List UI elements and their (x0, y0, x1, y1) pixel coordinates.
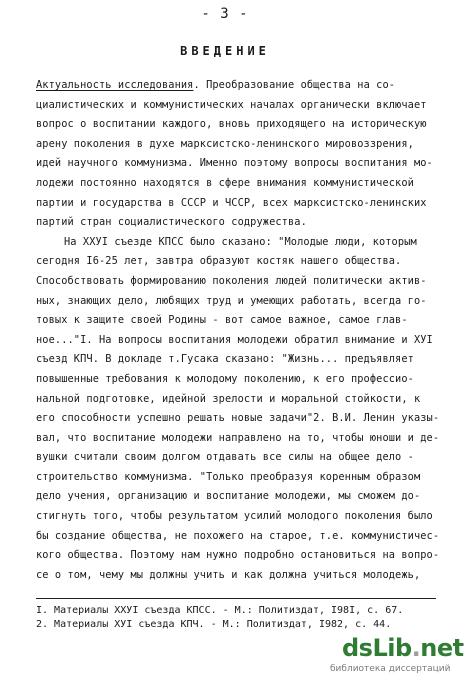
line-text: арену поколения в духе марксистско-ленинского мировоззрения, (36, 137, 414, 150)
line-text: съезд КПЧ. В докладе т.Гусака сказано: "Жизнь... предъявляет (36, 353, 414, 366)
line-text: кого общества. Поэтому нам нужно подробно остановиться на вопро- (36, 549, 440, 562)
text-line (36, 272, 440, 292)
line-text: ных, знающих дело, любящих труд и умеющих работать, всегда го- (36, 294, 427, 307)
text-line (36, 154, 440, 174)
underlined-term: Актуальность исследования (36, 79, 194, 91)
text-line (36, 233, 440, 253)
text-line (36, 311, 440, 331)
text-line (36, 76, 440, 96)
text-line (36, 566, 440, 586)
text-line (36, 174, 440, 194)
watermark-logo: dsLib.net (342, 634, 464, 662)
body-text (36, 76, 440, 585)
text-line (36, 546, 440, 566)
line-text: стигнуть того, чтобы результатом усилий молодого поколения было (36, 510, 433, 523)
line-text: циалистических и коммунистических началах органически включает (36, 98, 427, 111)
text-line (36, 135, 440, 155)
line-text: строительство коммунизма. "Только преобразуя коренным образом (36, 470, 421, 483)
footnote: 2. Материалы ХУI съезда КПЧ. - М.: Политиздат, I982, с. 44. (36, 619, 392, 630)
text-line (36, 213, 440, 233)
line-text: нальной подготовке, идейной зрелости и моральной стойкости, к (36, 392, 421, 405)
text-line (36, 96, 440, 116)
line-text: дело учения, организацию и воспитание молодежи, мы сможем до- (36, 490, 421, 503)
text-line (36, 194, 440, 214)
line-text: вопрос о воспитании каждого, вновь приходящего на историческую (36, 118, 427, 131)
line-text: . Преобразование общества на со- (193, 79, 396, 91)
line-text: сегодня I6-25 лет, завтра образуют костяк нашего общества. (36, 255, 402, 268)
text-line (36, 468, 440, 488)
line-text: партий стран социалистического содружества. (36, 216, 307, 229)
line-text: партии и государства в СССР и ЧССР, всех марксистско-ленинских (36, 196, 427, 209)
line-text: товых к защите своей Родины - вот самое важное, самое глав- (36, 314, 408, 327)
text-line (36, 409, 440, 429)
line-text: вушки считали своим долгом отдавать все силы на общее дело - (36, 451, 414, 464)
line-text: его способности успешно решать новые задачи"2. В.И. Ленин указы- (36, 412, 440, 425)
line-text: повышенные требования к молодому поколению, к его профессио- (36, 372, 414, 385)
text-line (36, 350, 440, 370)
line-text: идей научного коммунизма. Именно поэтому вопросы воспитания мо- (36, 157, 433, 170)
text-line (36, 252, 440, 272)
footnotes (36, 604, 446, 632)
footnote-divider (36, 598, 436, 599)
line-text: лодежи постоянно находятся в сфере внимания коммунистической (36, 176, 414, 189)
text-line (36, 527, 440, 547)
text-line (36, 370, 440, 390)
text-line (36, 429, 440, 449)
section-heading: ВВЕДЕНИЕ (180, 44, 270, 58)
footnote: I. Материалы ХХУI съезда КПСС. - М.: Политиздат, I98I, с. 67. (36, 605, 404, 616)
page-number: - 3 - (201, 6, 249, 22)
line-text: ное..."I. На вопросы воспитания молодежи обратил внимание и ХУI (36, 333, 433, 346)
line-text: На ХХУI съезде КПСС было сказано: "Молодые люди, которым (64, 235, 417, 248)
text-line (36, 292, 440, 312)
watermark-subtitle: библиотека диссертаций (330, 664, 451, 674)
text-line (36, 390, 440, 410)
line-text: Способствовать формированию поколения людей политически актив- (36, 274, 427, 287)
line-text: се о том, чему мы должны учить и как должна учиться молодежь, (36, 568, 421, 581)
text-line (36, 487, 440, 507)
line-text: вал, что воспитание молодежи направлено на то, чтобы юноши и де- (36, 431, 440, 444)
watermark (330, 634, 464, 678)
text-line (36, 331, 440, 351)
line-text: бы создание общества, не похожего на старое, т.е. коммунистичес- (36, 529, 440, 542)
text-line (36, 115, 440, 135)
text-line (36, 448, 440, 468)
text-line (36, 507, 440, 527)
